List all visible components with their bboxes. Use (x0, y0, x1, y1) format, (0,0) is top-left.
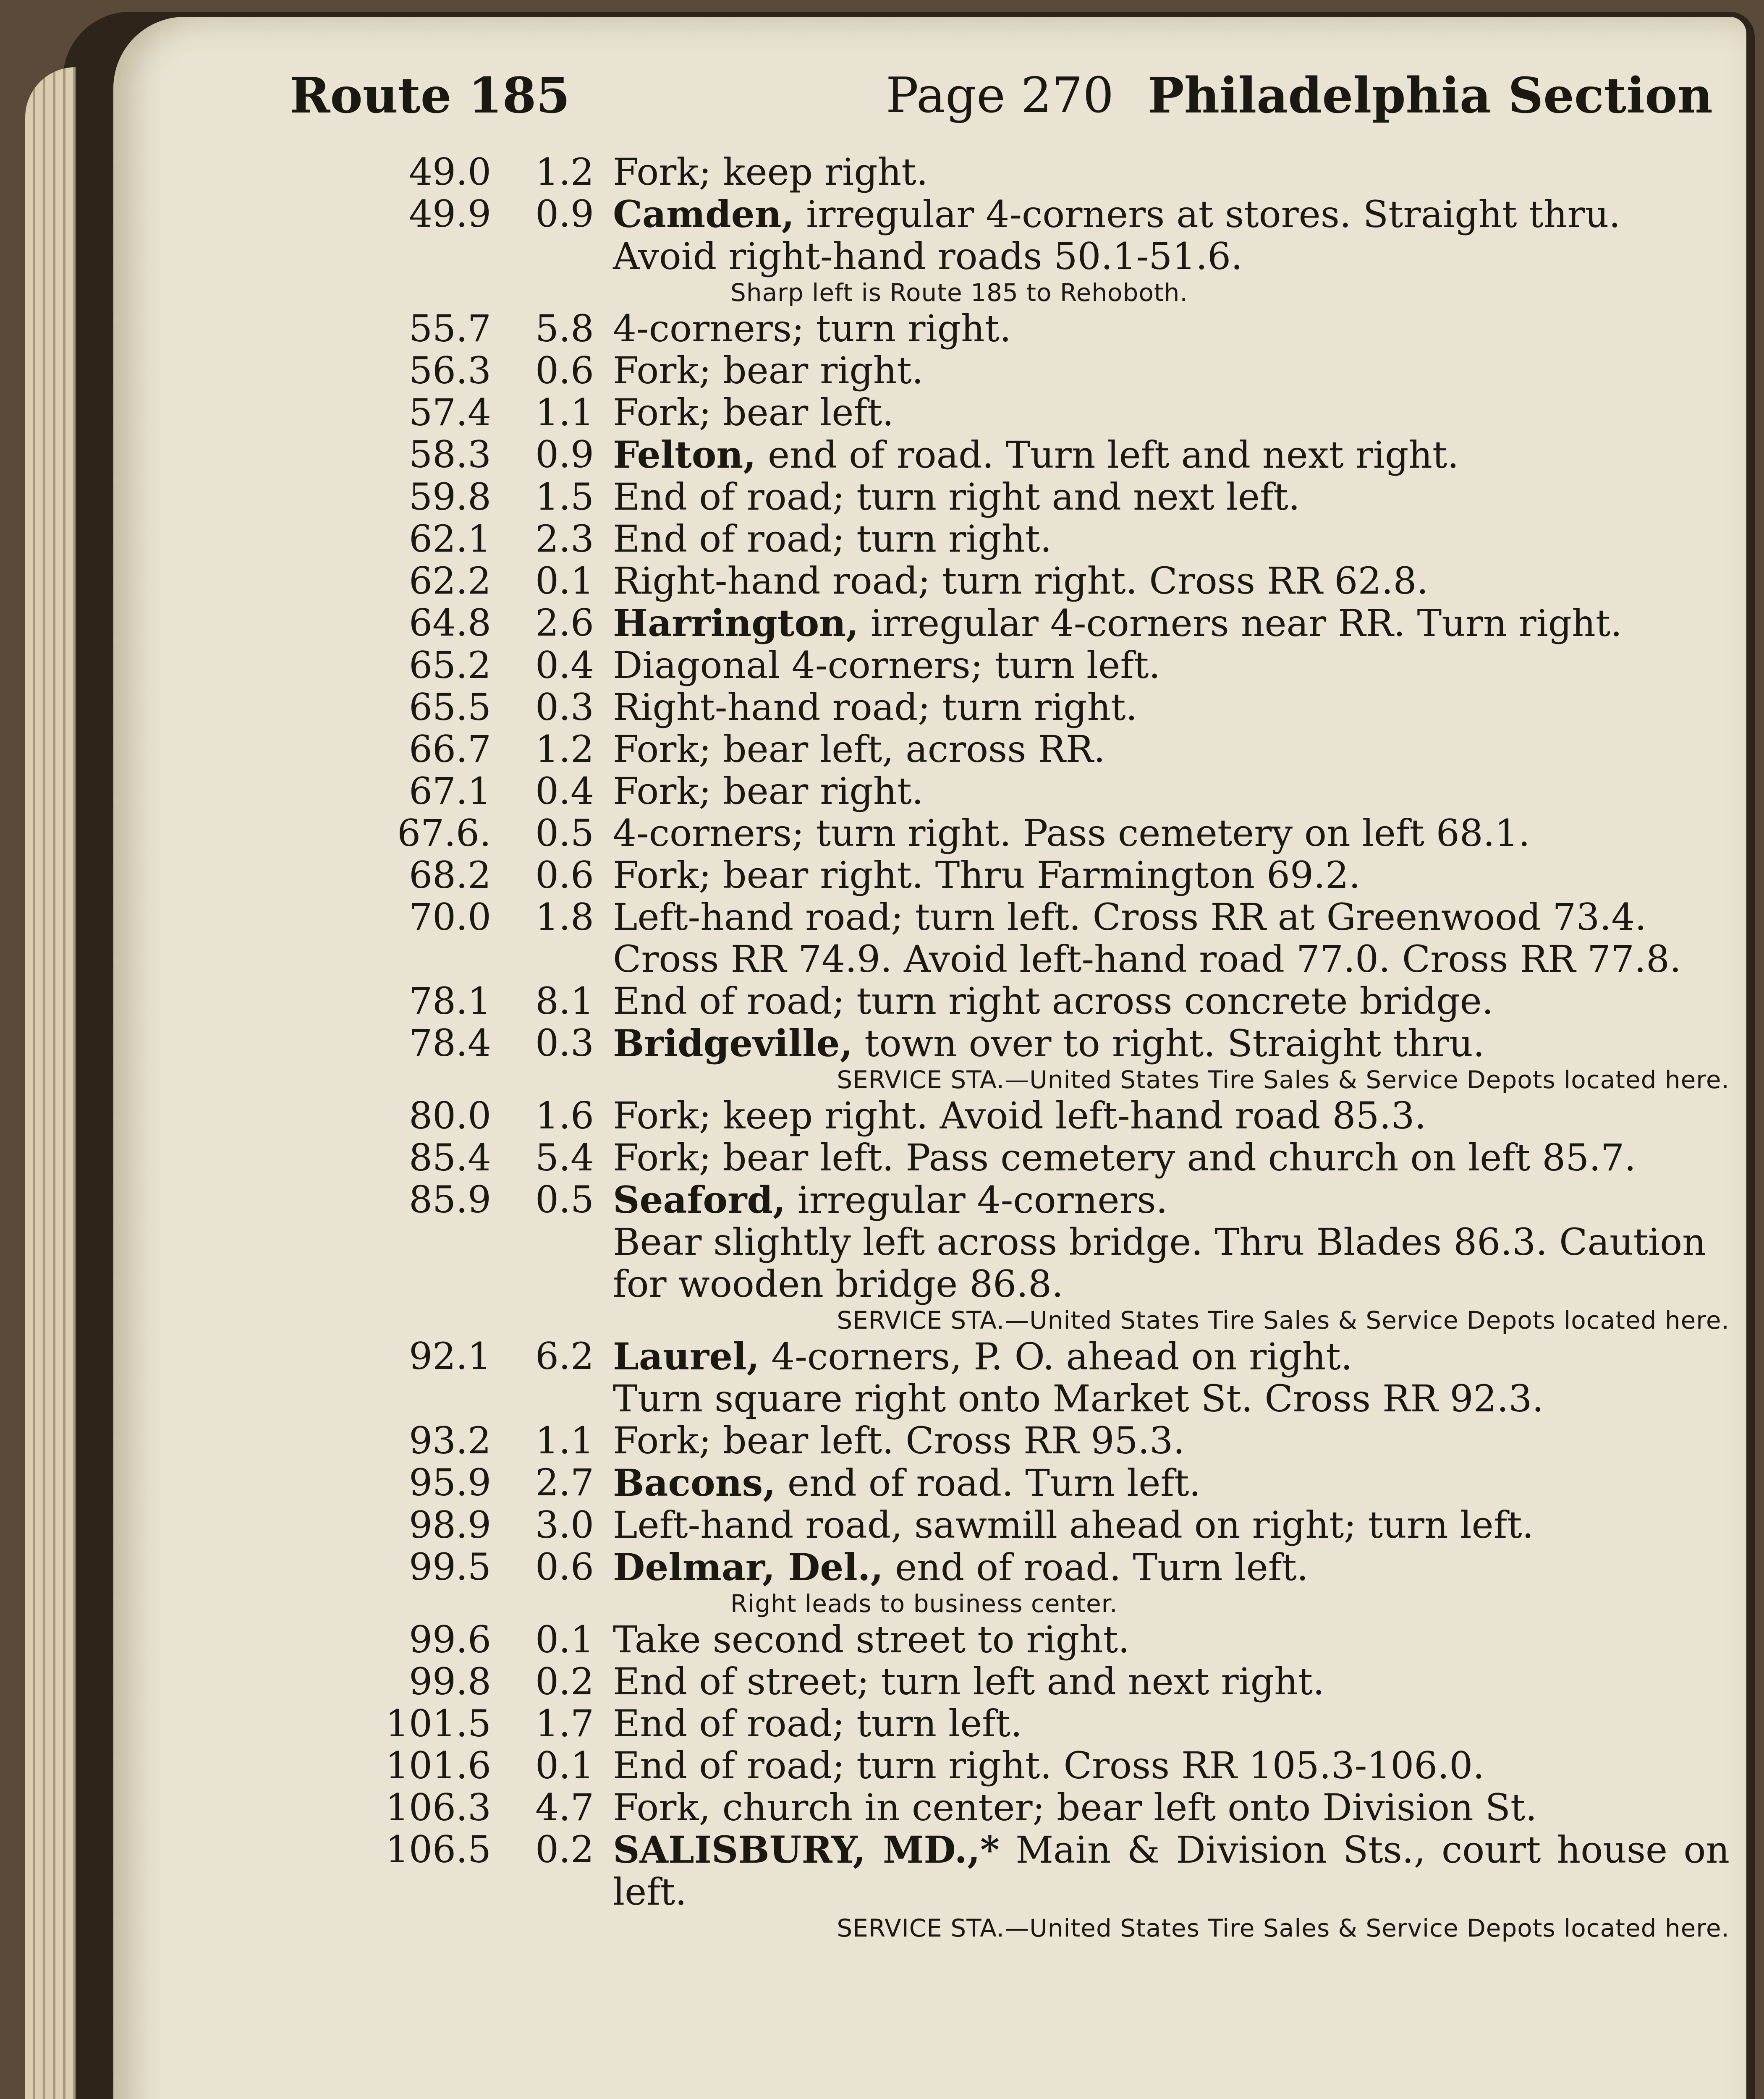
route-direction (613, 1619, 1730, 1661)
total-mileage: 65.2 (409, 644, 491, 687)
direction-text: Fork; bear left. Pass cemetery and church on left 85.7. (613, 1136, 1636, 1179)
total-mileage: 70.0 (409, 895, 491, 939)
route-direction (613, 1661, 1730, 1703)
table-row (113, 686, 1746, 728)
route-direction (613, 1703, 1730, 1745)
table-row (113, 476, 1746, 518)
total-mileage: 99.5 (409, 1545, 491, 1589)
distance-between: 5.8 (535, 307, 594, 350)
route-direction (613, 1335, 1730, 1378)
direction-text: end of road. Turn left. (883, 1546, 1309, 1589)
distance-between: 2.6 (535, 601, 594, 644)
total-mileage: 66.7 (409, 728, 491, 771)
route-direction (613, 350, 1730, 392)
place-name: Harrington, (613, 601, 859, 645)
direction-text: 4-corners; turn right. (613, 307, 1011, 350)
distance-between: 1.2 (535, 728, 594, 771)
route-direction (613, 151, 1730, 193)
distance-between: 5.4 (535, 1136, 594, 1179)
distance-between: 0.3 (535, 686, 594, 729)
table-row (113, 854, 1746, 896)
table-row (113, 1787, 1746, 1829)
table-row (113, 1179, 1746, 1221)
table-row (113, 1022, 1746, 1065)
direction-text: end of road. Turn left. (775, 1461, 1201, 1505)
place-name: Seaford, (613, 1178, 786, 1222)
distance-between: 0.3 (535, 1021, 594, 1065)
route-direction (613, 560, 1730, 602)
direction-text: Take second street to right. (613, 1618, 1130, 1661)
service-note: SERVICE STA.—United States Tire Sales & Service Depots located here. (837, 1306, 1730, 1335)
direction-text: 4-corners; turn right. Pass cemetery on left 68.1. (613, 811, 1530, 855)
table-row (113, 1703, 1746, 1745)
route-direction (613, 308, 1730, 350)
route-direction (613, 1137, 1730, 1179)
place-name: Delmar, Del., (613, 1545, 884, 1589)
page-edges (25, 67, 76, 2099)
route-direction (613, 854, 1730, 896)
total-mileage: 101.5 (385, 1702, 491, 1745)
place-name: Felton, (613, 433, 756, 476)
route-direction (613, 812, 1730, 854)
total-mileage: 85.9 (409, 1178, 491, 1221)
distance-between: 0.2 (535, 1828, 594, 1871)
total-mileage: 62.1 (409, 517, 491, 560)
table-row (113, 308, 1746, 350)
total-mileage: 99.6 (409, 1618, 491, 1661)
route-direction (613, 1787, 1730, 1829)
route-direction (613, 1179, 1730, 1221)
table-row (113, 1462, 1746, 1504)
total-mileage: 85.4 (409, 1136, 491, 1179)
direction-text: irregular 4-corners. (785, 1178, 1168, 1222)
total-mileage: 67.6. (397, 811, 491, 855)
route-direction (613, 980, 1730, 1022)
service-note: Sharp left is Route 185 to Rehoboth. (730, 278, 1188, 307)
distance-between: 0.1 (535, 559, 594, 602)
route-direction (613, 1745, 1730, 1787)
table-row (113, 980, 1746, 1022)
table-row (113, 1829, 1746, 1913)
table-row (113, 1137, 1746, 1179)
distance-between: 0.6 (535, 1545, 594, 1589)
distance-between: 0.2 (535, 1660, 594, 1703)
table-row (113, 1335, 1746, 1378)
place-name: Camden, (613, 192, 795, 236)
route-direction (613, 1462, 1730, 1504)
route-direction (613, 518, 1730, 560)
total-mileage: 59.8 (409, 475, 491, 518)
table-row (113, 151, 1746, 193)
total-mileage: 68.2 (409, 853, 491, 897)
distance-between: 0.1 (535, 1618, 594, 1661)
total-mileage: 106.3 (385, 1786, 491, 1829)
distance-between: 1.5 (535, 475, 594, 518)
direction-text: End of street; turn left and next right. (613, 1660, 1325, 1703)
distance-between: 3.0 (535, 1503, 594, 1547)
table-row (113, 1745, 1746, 1787)
continuation-text: Avoid right-hand roads 50.1-51.6. (613, 235, 1243, 278)
route-direction (613, 770, 1730, 812)
table-row (113, 896, 1746, 938)
table-row (113, 1095, 1746, 1137)
direction-text: Fork; bear left. (613, 391, 894, 434)
distance-between: 1.2 (535, 150, 594, 194)
direction-text: End of road; turn right. (613, 517, 1052, 560)
continuation-text: Cross RR 74.9. Avoid left-hand road 77.0. Cross RR 77.8. (613, 937, 1681, 981)
direction-text: End of road; turn right. Cross RR 105.3-106.0. (613, 1744, 1485, 1787)
total-mileage: 80.0 (409, 1094, 491, 1137)
table-row (113, 812, 1746, 854)
route-direction (613, 1829, 1730, 1913)
direction-text: end of road. Turn left and next right. (756, 433, 1459, 476)
distance-between: 0.9 (535, 433, 594, 476)
table-row (113, 434, 1746, 476)
table-row (113, 193, 1746, 236)
direction-text: End of road; turn right and next left. (613, 475, 1300, 518)
route-direction (613, 1022, 1730, 1065)
place-name: Bacons, (613, 1461, 776, 1505)
direction-text: Left-hand road, sawmill ahead on right; turn left. (613, 1503, 1534, 1547)
route-direction (613, 1504, 1730, 1546)
total-mileage: 78.4 (409, 1021, 491, 1065)
direction-text: Right-hand road; turn right. Cross RR 62.8. (613, 559, 1429, 602)
direction-text: Left-hand road; turn left. Cross RR at Greenwood 73.4. (613, 895, 1647, 939)
distance-between: 0.1 (535, 1744, 594, 1787)
direction-text: Fork; bear right. Thru Farmington 69.2. (613, 853, 1361, 897)
book-page (113, 17, 1746, 2099)
distance-between: 0.6 (535, 349, 594, 392)
route-direction (613, 896, 1730, 938)
distance-between: 2.7 (535, 1461, 594, 1504)
distance-between: 1.1 (535, 391, 594, 434)
total-mileage: 49.9 (409, 192, 491, 236)
route-direction (613, 476, 1730, 518)
place-name: Laurel, (613, 1335, 760, 1378)
table-row (113, 770, 1746, 812)
route-label: Route 185 (290, 67, 571, 124)
table-row (113, 1661, 1746, 1703)
service-note: SERVICE STA.—United States Tire Sales & Service Depots located here. (837, 1065, 1730, 1094)
continuation-text: Bear slightly left across bridge. Thru Blades 86.3. Caution (613, 1220, 1706, 1264)
direction-text: Main & Division Sts., court house on left. (613, 1828, 1730, 1913)
table-row (113, 1546, 1746, 1589)
route-direction (613, 686, 1730, 728)
route-direction (613, 644, 1730, 686)
table-row (113, 1619, 1746, 1661)
distance-between: 0.4 (535, 644, 594, 687)
route-direction (613, 1546, 1730, 1589)
direction-text: Fork, church in center; bear left onto Division St. (613, 1786, 1537, 1829)
total-mileage: 106.5 (385, 1828, 491, 1871)
place-name: SALISBURY, MD.,* (613, 1828, 1000, 1871)
total-mileage: 57.4 (409, 391, 491, 434)
total-mileage: 92.1 (409, 1335, 491, 1378)
table-row (113, 728, 1746, 770)
total-mileage: 99.8 (409, 1660, 491, 1703)
continuation-text: for wooden bridge 86.8. (613, 1262, 1064, 1306)
total-mileage: 78.1 (409, 979, 491, 1023)
direction-text: Fork; bear left. Cross RR 95.3. (613, 1419, 1185, 1462)
table-row (113, 392, 1746, 434)
table-row (113, 602, 1746, 644)
total-mileage: 55.7 (409, 307, 491, 350)
distance-between: 1.8 (535, 895, 594, 939)
table-row (113, 518, 1746, 560)
distance-between: 0.4 (535, 769, 594, 813)
distance-between: 8.1 (535, 979, 594, 1023)
service-note: Right leads to business center. (730, 1589, 1118, 1618)
direction-text: End of road; turn right across concrete bridge. (613, 979, 1494, 1023)
distance-between: 0.9 (535, 192, 594, 236)
route-table-upper (113, 151, 1746, 1943)
table-row (113, 644, 1746, 686)
direction-text: irregular 4-corners near RR. Turn right. (858, 602, 1623, 645)
direction-text: 4-corners, P. O. ahead on right. (759, 1335, 1353, 1378)
table-row (113, 560, 1746, 602)
total-mileage: 56.3 (409, 349, 491, 392)
total-mileage: 93.2 (409, 1419, 491, 1462)
total-mileage: 64.8 (409, 601, 491, 644)
place-name: Bridgeville, (613, 1021, 853, 1065)
total-mileage: 101.6 (385, 1744, 491, 1787)
route-direction (613, 434, 1730, 476)
table-row (113, 1420, 1746, 1462)
total-mileage: 98.9 (409, 1503, 491, 1547)
total-mileage: 65.5 (409, 686, 491, 729)
direction-text: irregular 4-corners at stores. Straight thru. (794, 193, 1621, 236)
continuation-text: Turn square right onto Market St. Cross RR 92.3. (613, 1377, 1544, 1420)
total-mileage: 58.3 (409, 433, 491, 476)
distance-between: 0.5 (535, 811, 594, 855)
direction-text: Fork; keep right. Avoid left-hand road 85.3. (613, 1094, 1426, 1137)
total-mileage: 49.0 (409, 150, 491, 194)
direction-text: Right-hand road; turn right. (613, 686, 1138, 729)
direction-text: Fork; bear right. (613, 769, 924, 813)
direction-text: Diagonal 4-corners; turn left. (613, 644, 1161, 687)
distance-between: 1.1 (535, 1419, 594, 1462)
route-direction (613, 1420, 1730, 1462)
direction-text: Fork; bear right. (613, 349, 924, 392)
distance-between: 0.6 (535, 853, 594, 897)
route-direction (613, 392, 1730, 434)
direction-text: town over to right. Straight thru. (853, 1022, 1485, 1065)
service-note: SERVICE STA.—United States Tire Sales & Service Depots located here. (837, 1914, 1730, 1942)
total-mileage: 62.2 (409, 559, 491, 602)
total-mileage: 67.1 (409, 769, 491, 813)
route-direction (613, 728, 1730, 770)
table-row (113, 1504, 1746, 1546)
distance-between: 1.6 (535, 1094, 594, 1137)
distance-between: 6.2 (535, 1335, 594, 1378)
distance-between: 1.7 (535, 1702, 594, 1745)
page-number: Page 270 (886, 67, 1114, 124)
distance-between: 4.7 (535, 1786, 594, 1829)
direction-text: Fork; keep right. (613, 150, 928, 194)
distance-between: 0.5 (535, 1178, 594, 1221)
route-direction (613, 602, 1730, 644)
route-direction (613, 193, 1730, 236)
section-name: Philadelphia Section (1147, 67, 1713, 124)
direction-text: Fork; bear left, across RR. (613, 728, 1105, 771)
total-mileage: 95.9 (409, 1461, 491, 1504)
direction-text: End of road; turn left. (613, 1702, 1023, 1745)
route-direction (613, 1095, 1730, 1137)
page-header (113, 67, 1746, 134)
table-row (113, 350, 1746, 392)
distance-between: 2.3 (535, 517, 594, 560)
